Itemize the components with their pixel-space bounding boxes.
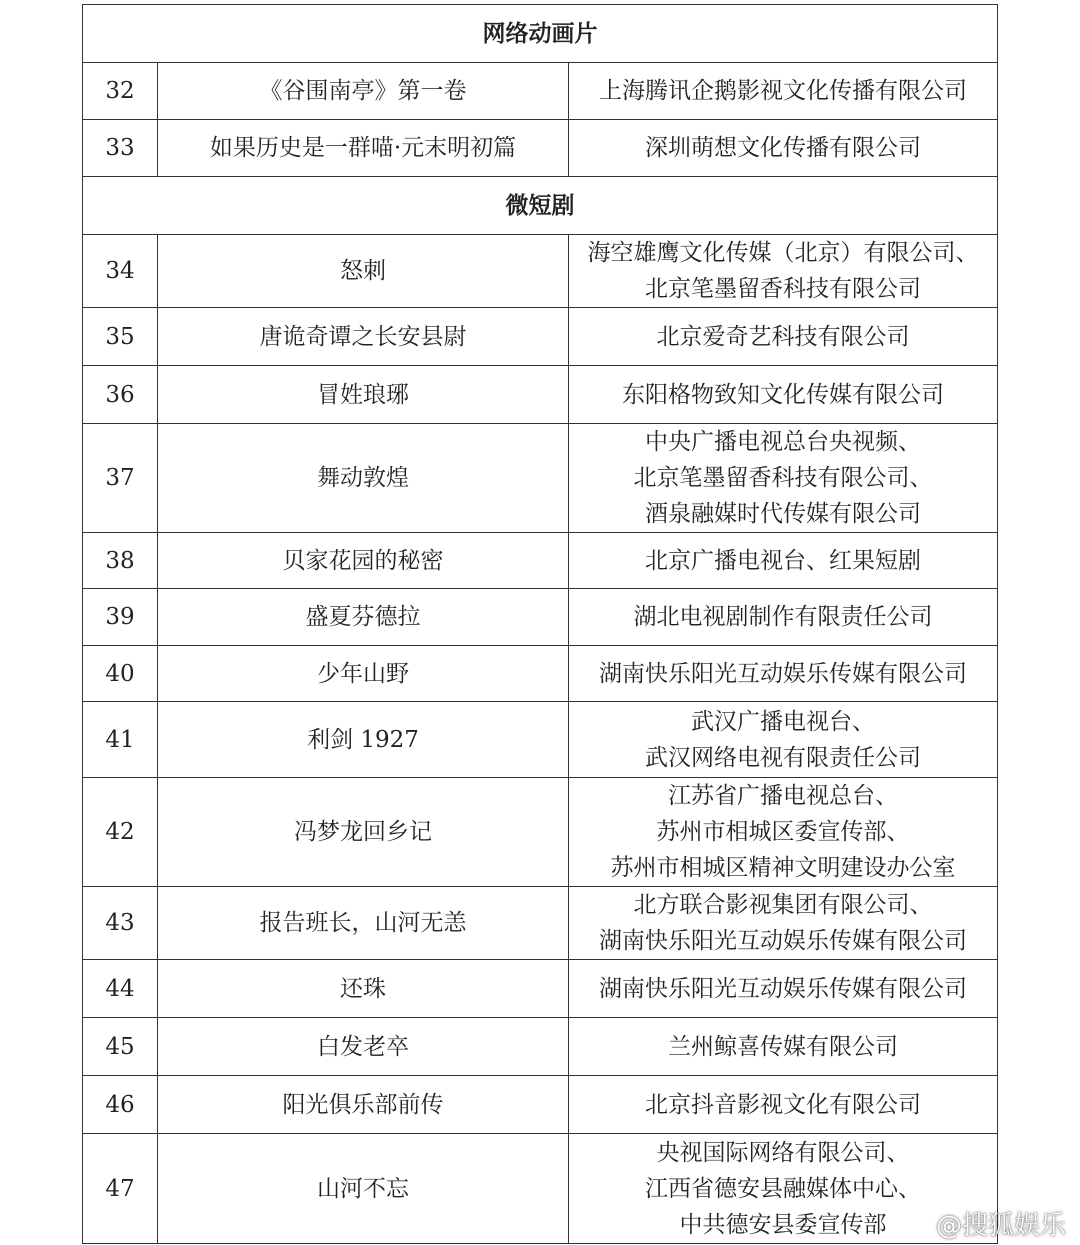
work-title: 如果历史是一群喵·元末明初篇 [158,120,569,177]
company-name: 中共德安县委宣传部 [679,1211,887,1238]
company-name: 北京抖音影视文化有限公司 [645,1091,921,1118]
table-row [83,589,998,646]
company-cell [569,308,998,366]
table-row [83,424,998,533]
row-number: 42 [83,778,158,887]
watermark [890,1206,1066,1240]
row-number: 37 [83,424,158,533]
work-title: 贝家花园的秘密 [158,533,569,589]
company-name: 江苏省广播电视总台、 [668,783,898,809]
table-row [83,1076,998,1134]
company-name: 湖北电视剧制作有限责任公司 [633,604,933,630]
table-row [83,533,998,589]
work-title: 少年山野 [158,646,569,702]
row-number: 43 [83,887,158,960]
work-title: 白发老卒 [158,1018,569,1076]
row-number: 35 [83,308,158,366]
award-list-table [82,4,998,1244]
section-title: 网络动画片 [83,5,998,63]
work-title: 报告班长，山河无恙 [158,887,569,960]
work-title: 阳光俱乐部前传 [158,1076,569,1134]
table-body [83,5,998,1244]
table-row [83,702,998,778]
table-row [83,63,998,120]
table-row [83,235,998,308]
company-name: 兰州鲸喜传媒有限公司 [668,1033,898,1060]
table-row [83,1134,998,1244]
row-number: 39 [83,589,158,646]
section-row [83,177,998,235]
work-title: 山河不忘 [158,1134,569,1244]
company-name: 武汉网络电视有限责任公司 [645,744,921,771]
company-name: 东阳格物致知文化传媒有限公司 [622,381,944,408]
work-title: 舞动敦煌 [158,424,569,533]
section-title: 微短剧 [83,177,998,235]
table-row [83,887,998,960]
company-cell [569,960,998,1018]
work-title: 怒刺 [158,235,569,308]
company-name: 酒泉融媒时代传媒有限公司 [645,501,921,527]
company-name: 北方联合影视集团有限公司、 [633,892,933,918]
watermark-text: @搜狐娱乐 [935,1210,1066,1241]
company-cell [569,646,998,702]
company-cell [569,366,998,424]
row-number: 46 [83,1076,158,1134]
company-name: 武汉广播电视台、 [691,708,875,735]
company-name: 苏州市相城区委宣传部、 [656,819,910,845]
company-name: 央视国际网络有限公司、 [656,1139,910,1166]
company-cell [569,63,998,120]
work-title: 还珠 [158,960,569,1018]
table-row [83,308,998,366]
work-title: 冒姓琅琊 [158,366,569,424]
company-name: 苏州市相城区精神文明建设办公室 [610,855,956,881]
company-cell [569,778,998,887]
row-number: 41 [83,702,158,778]
company-name: 上海腾讯企鹅影视文化传播有限公司 [599,78,967,104]
work-title: 冯梦龙回乡记 [158,778,569,887]
company-name: 湖南快乐阳光互动娱乐传媒有限公司 [599,660,967,687]
company-name: 北京爱奇艺科技有限公司 [656,323,910,350]
row-number: 44 [83,960,158,1018]
company-name: 北京广播电视台、红果短剧 [645,547,921,574]
work-title: 利剑 1927 [158,702,569,778]
row-number: 33 [83,120,158,177]
company-cell [569,533,998,589]
row-number: 45 [83,1018,158,1076]
table-row [83,120,998,177]
company-cell [569,1076,998,1134]
row-number: 34 [83,235,158,308]
table-row [83,366,998,424]
company-cell [569,702,998,778]
work-title: 盛夏芬德拉 [158,589,569,646]
weibo-logo-icon [890,1208,930,1238]
table-row [83,646,998,702]
table-row [83,960,998,1018]
row-number: 38 [83,533,158,589]
company-cell [569,235,998,308]
company-name: 中央广播电视总台央视频、 [645,429,921,455]
row-number: 32 [83,63,158,120]
company-cell [569,1018,998,1076]
company-name: 江西省德安县融媒体中心、 [645,1175,921,1202]
company-name: 湖南快乐阳光互动娱乐传媒有限公司 [599,928,967,954]
table-row [83,1018,998,1076]
table-row [83,778,998,887]
company-name: 深圳萌想文化传播有限公司 [645,135,921,161]
company-name: 北京笔墨留香科技有限公司 [645,276,921,302]
company-cell [569,589,998,646]
work-title: 《谷围南亭》第一卷 [158,63,569,120]
company-name: 北京笔墨留香科技有限公司、 [633,465,933,491]
row-number: 47 [83,1134,158,1244]
row-number: 36 [83,366,158,424]
section-row [83,5,998,63]
company-name: 海空雄鹰文化传媒（北京）有限公司、 [587,240,979,266]
company-name: 湖南快乐阳光互动娱乐传媒有限公司 [599,975,967,1002]
company-cell [569,887,998,960]
row-number: 40 [83,646,158,702]
company-cell [569,424,998,533]
work-title: 唐诡奇谭之长安县尉 [158,308,569,366]
company-cell [569,120,998,177]
